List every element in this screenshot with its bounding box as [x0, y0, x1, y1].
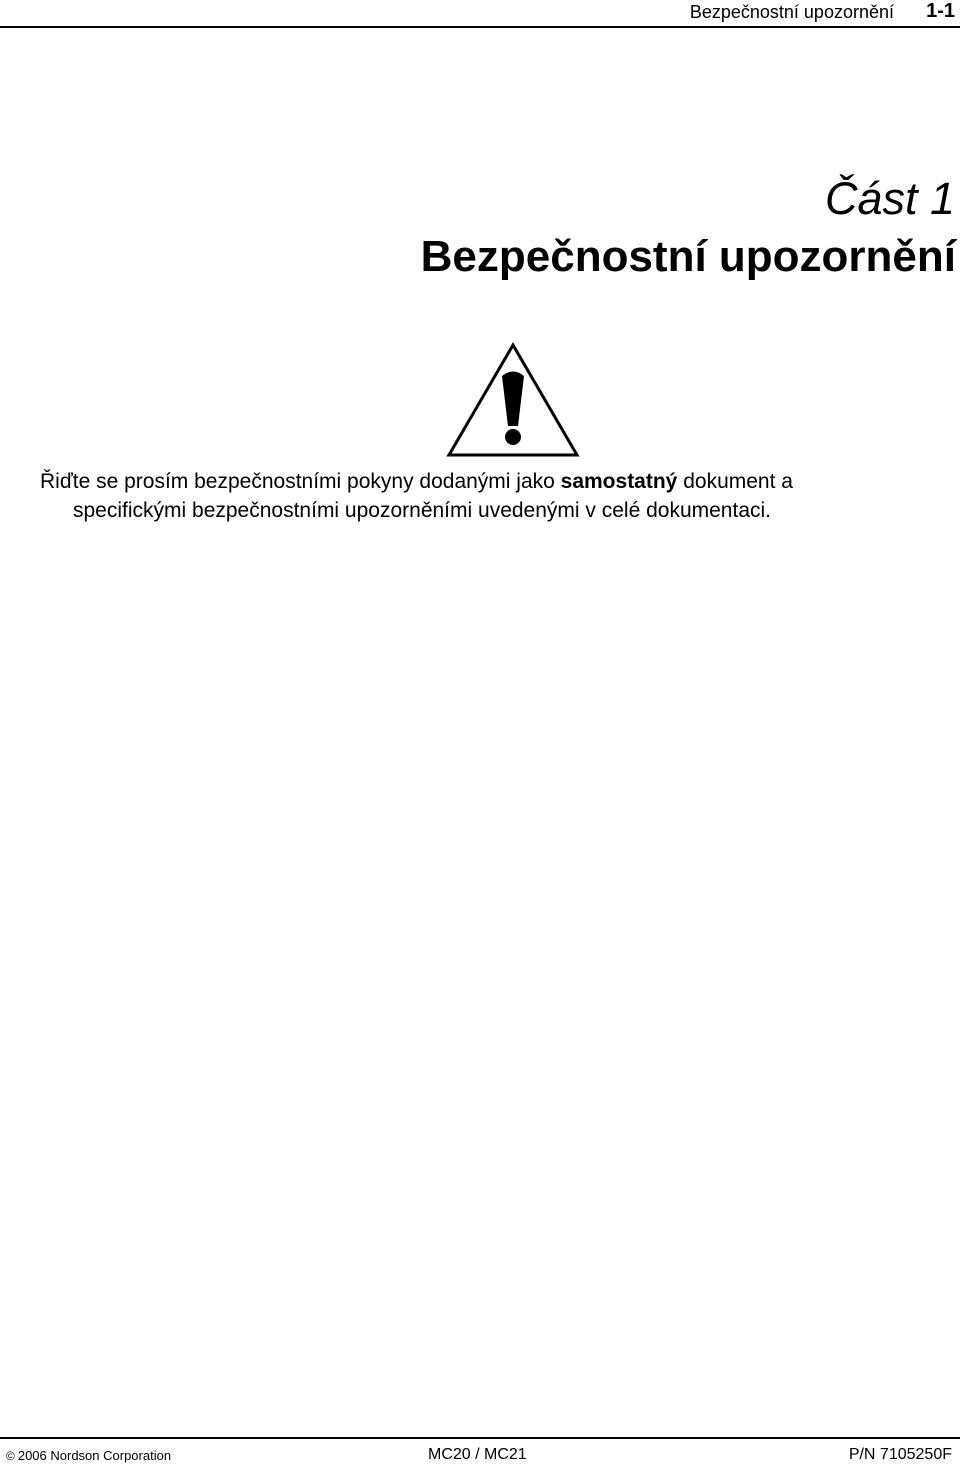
- footer-rule: [0, 1437, 960, 1439]
- intro-second-line: specifickými bezpečnostními upozorněními uvedenými v celé dokumentaci.: [73, 499, 771, 522]
- intro-text-end: dokument a: [677, 470, 793, 493]
- header-title: Bezpečnostní upozornění: [689, 2, 894, 22]
- footer-copyright-text: 2006 Nordson Corporation: [17, 1448, 172, 1463]
- section-title: Bezpečnostní upozornění: [420, 232, 956, 281]
- intro-paragraph: [40, 467, 940, 525]
- intro-text-start: Řiďte se prosím bezpečnostními pokyny dodanými jako: [40, 470, 561, 493]
- footer-copyright: [6, 1448, 171, 1464]
- footer-model: MC20 / MC21: [428, 1446, 527, 1463]
- footer-part-number: P/N 7105250F: [848, 1446, 952, 1463]
- header-page-number: 1-1: [926, 0, 955, 22]
- page-header: [0, 0, 960, 28]
- warning-triangle-icon: [446, 342, 580, 458]
- header-rule: [0, 26, 960, 28]
- part-label: Část 1: [824, 173, 955, 224]
- intro-bold-word: samostatný: [560, 470, 678, 493]
- copyright-icon: ©: [6, 1449, 15, 1463]
